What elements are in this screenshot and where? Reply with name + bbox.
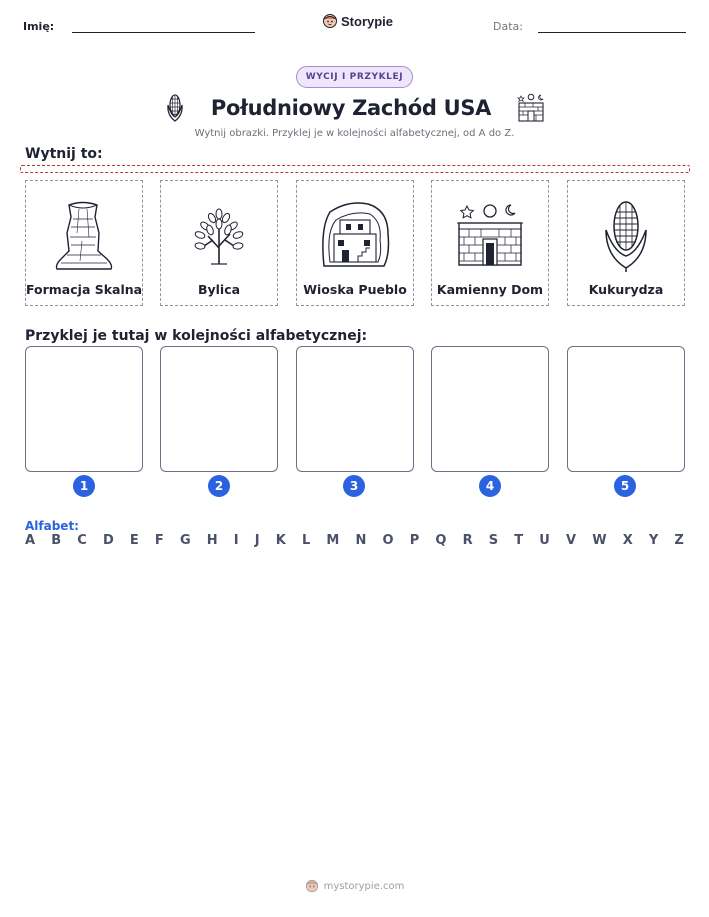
name-line[interactable] <box>72 32 255 33</box>
alphabet-letter: Y <box>648 533 659 548</box>
brand-name: Storypie <box>341 13 394 29</box>
card-label: Bylica <box>197 282 241 297</box>
alphabet-letter: U <box>539 533 550 548</box>
brand-logo <box>322 13 393 29</box>
alphabet-letter: B <box>51 533 62 548</box>
card-label: Formacja Skalna <box>26 282 143 297</box>
alphabet-letter: Q <box>435 533 447 548</box>
page-title: Południowy Zachód USA <box>210 96 492 120</box>
alphabet-letter: Z <box>674 533 684 548</box>
alphabet-letter: J <box>254 533 260 548</box>
alphabet-letter: W <box>592 533 607 548</box>
paste-slot-1[interactable] <box>25 346 143 472</box>
paste-slot-2[interactable] <box>160 346 278 472</box>
alphabet-letter: S <box>488 533 499 548</box>
card-label: Kukurydza <box>588 282 664 297</box>
alphabet-letter: G <box>179 533 191 548</box>
alphabet-letter: D <box>102 533 114 548</box>
alphabet-letter: P <box>409 533 420 548</box>
pueblo-village-icon <box>318 198 392 272</box>
paste-section-title: Przyklej je tutaj w kolejności alfabetycznej: <box>25 328 368 344</box>
paste-slot-5[interactable] <box>567 346 685 472</box>
alphabet-letter: T <box>514 533 524 548</box>
activity-badge: WYCIJ I PRZYKLEJ <box>296 66 413 88</box>
alphabet-letter: O <box>382 533 394 548</box>
slot-number-5: 5 <box>614 475 636 497</box>
alphabet-letter: V <box>566 533 577 548</box>
slot-number-1: 1 <box>73 475 95 497</box>
cut-card-pueblo-village[interactable] <box>296 180 414 306</box>
corn-icon <box>598 198 654 272</box>
cut-section-title: Wytnij to: <box>25 146 103 162</box>
name-label: Imię: <box>23 20 55 33</box>
alphabet-letter: M <box>326 533 340 548</box>
alphabet-letter: H <box>206 533 218 548</box>
paste-slot-3[interactable] <box>296 346 414 472</box>
alphabet-letter: K <box>275 533 286 548</box>
alphabet-letter: A <box>25 533 36 548</box>
cut-line <box>20 165 690 173</box>
date-label: Data: <box>493 20 523 33</box>
alphabet-row <box>25 533 684 548</box>
stone-house-icon <box>453 199 527 271</box>
rock-formation-icon <box>49 197 119 273</box>
slot-number-4: 4 <box>479 475 501 497</box>
cut-card-corn[interactable] <box>567 180 685 306</box>
sagebrush-icon <box>186 202 252 268</box>
alphabet-letter: E <box>129 533 139 548</box>
slot-number-2: 2 <box>208 475 230 497</box>
footer-url[interactable]: mystorypie.com <box>323 880 405 892</box>
corn-icon <box>164 93 186 123</box>
alphabet-letter: L <box>301 533 311 548</box>
alphabet-title: Alfabet: <box>25 519 79 533</box>
title-row <box>164 92 546 124</box>
card-label: Wioska Pueblo <box>303 282 407 297</box>
date-line[interactable] <box>538 32 686 33</box>
alphabet-letter: X <box>622 533 633 548</box>
cut-card-sagebrush[interactable] <box>160 180 278 306</box>
paste-slot-4[interactable] <box>431 346 549 472</box>
cut-card-stone-house[interactable] <box>431 180 549 306</box>
alphabet-letter: I <box>233 533 239 548</box>
stone-house-icon <box>516 93 546 123</box>
alphabet-letter: R <box>462 533 473 548</box>
pie-mascot-icon <box>305 879 319 893</box>
footer <box>0 879 709 893</box>
alphabet-letter: C <box>77 533 87 548</box>
pie-mascot-icon <box>322 13 338 29</box>
instructions: Wytnij obrazki. Przyklej je w kolejności alfabetycznej, od A do Z. <box>194 128 515 139</box>
slot-number-3: 3 <box>343 475 365 497</box>
cut-card-rock-formation[interactable] <box>25 180 143 306</box>
alphabet-letter: F <box>154 533 164 548</box>
alphabet-letter: N <box>355 533 367 548</box>
card-label: Kamienny Dom <box>436 282 544 297</box>
